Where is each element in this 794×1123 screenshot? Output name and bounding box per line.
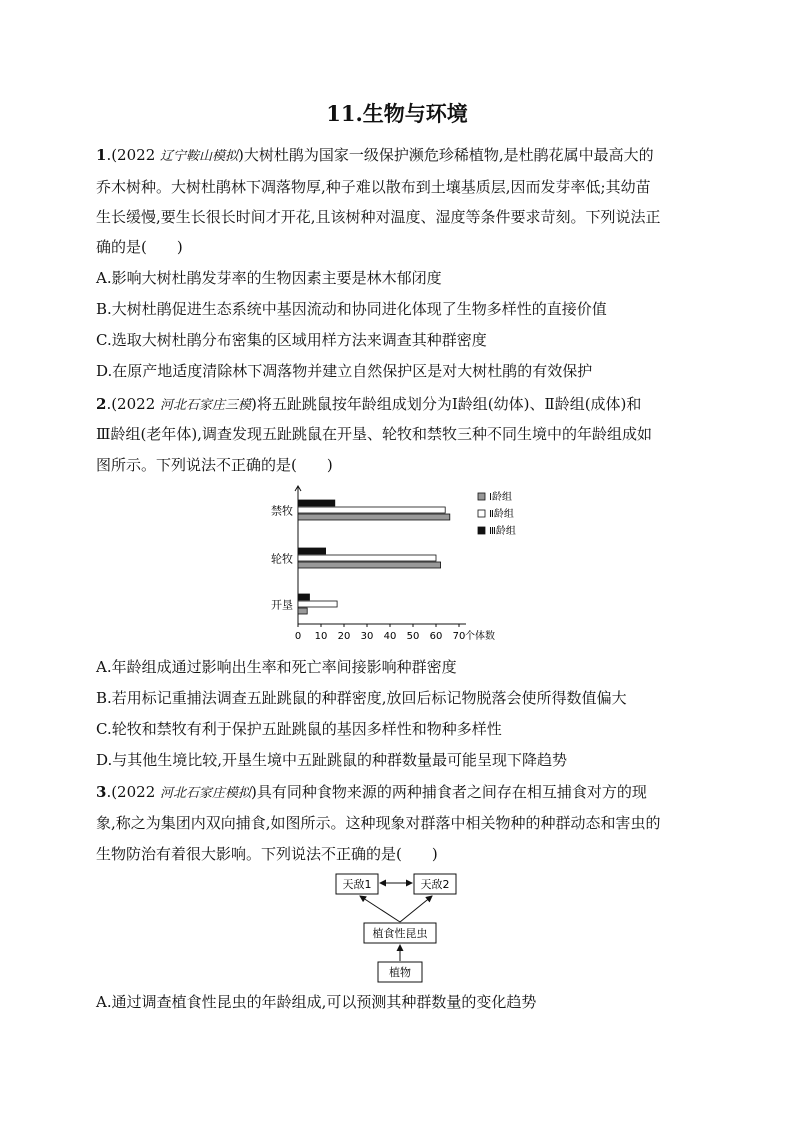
x-axis-label: 个体数 — [465, 631, 495, 642]
insect-to-enemy2-arrow — [400, 896, 432, 922]
q3-number: 3 — [96, 783, 107, 801]
legend-swatch — [478, 527, 485, 534]
q1-option-b: B.大树杜鹃促进生态系统中基因流动和协同进化体现了生物多样性的直接价值 — [96, 300, 607, 318]
q3-line-2: 象,称之为集团内双向捕食,如图所示。这种现象对群落中相关物种的种群动态和害虫的 — [96, 814, 661, 832]
bar-1-2 — [298, 562, 441, 568]
x-tick-label: 40 — [383, 631, 397, 642]
q2-line-3: 图所示。下列说法不正确的是( ) — [96, 456, 333, 474]
q3-option-a: A.通过调查植食性昆虫的年龄组成,可以预测其种群数量的变化趋势 — [96, 993, 537, 1011]
bar-1-1 — [298, 514, 450, 520]
x-tick-label: 70 — [452, 631, 466, 642]
q1-line-2: 乔木树种。大树杜鹃林下凋落物厚,种子难以散布到土壤基质层,因而发芽率低;其幼苗 — [96, 178, 651, 196]
q1-option-d: D.在原产地适度清除林下凋落物并建立自然保护区是对大树杜鹃的有效保护 — [96, 362, 593, 380]
food-web-diagram — [330, 868, 470, 986]
x-tick-label: 30 — [360, 631, 374, 642]
page-title: 11.生物与环境 — [326, 101, 468, 126]
enemy1-label: 天敌1 — [342, 878, 372, 891]
plant-label: 植物 — [389, 966, 411, 979]
bar-1-3 — [298, 608, 307, 614]
q1-line-1: 1.(2022 辽宁鞍山模拟)大树杜鹃为国家一级保护濒危珍稀植物,是杜鹃花属中最高大的 — [96, 146, 654, 164]
legend-label: Ⅰ龄组 — [489, 492, 512, 503]
bar-2-3 — [298, 601, 337, 607]
category-label: 开垦 — [271, 598, 293, 612]
enemy2-label: 天敌2 — [420, 878, 450, 891]
bar-2-2 — [298, 555, 436, 561]
q3-source: 河北石家庄模拟 — [160, 786, 252, 801]
bar-3-2 — [298, 548, 326, 554]
q1-source: 辽宁鞍山模拟 — [160, 149, 239, 164]
bar-3-1 — [298, 500, 335, 506]
x-tick-label: 10 — [314, 631, 328, 642]
age-structure-chart — [260, 482, 540, 652]
x-tick-label: 20 — [337, 631, 351, 642]
category-label: 轮牧 — [271, 552, 293, 566]
x-tick-label: 60 — [429, 631, 443, 642]
q1-line-3: 生长缓慢,要生长很长时间才开花,且该树种对温度、湿度等条件要求苛刻。下列说法正 — [96, 208, 661, 226]
q2-option-c: C.轮牧和禁牧有利于保护五趾跳鼠的基因多样性和物种多样性 — [96, 720, 502, 738]
q3-line-3: 生物防治有着很大影响。下列说法不正确的是( ) — [96, 845, 438, 863]
q2-number: 2 — [96, 395, 107, 413]
legend-label: Ⅱ龄组 — [489, 509, 514, 520]
x-tick-label: 0 — [294, 631, 302, 642]
legend-label: Ⅲ龄组 — [489, 526, 516, 537]
q2-option-d: D.与其他生境比较,开垦生境中五趾跳鼠的种群数量最可能呈现下降趋势 — [96, 751, 568, 769]
q2-line-2: Ⅲ龄组(老年体),调查发现五趾跳鼠在开垦、轮牧和禁牧三种不同生境中的年龄组成如 — [96, 425, 652, 443]
q1-line-4: 确的是( ) — [96, 238, 183, 256]
legend-swatch — [478, 510, 485, 517]
x-tick-label: 50 — [406, 631, 420, 642]
q2-line-1: 2.(2022 河北石家庄三模)将五趾跳鼠按年龄组成划分为Ⅰ龄组(幼体)、Ⅱ龄组(成体)和 — [96, 395, 642, 413]
insect-to-enemy1-arrow — [360, 896, 400, 922]
bar-3-3 — [298, 594, 310, 600]
q1-option-a: A.影响大树杜鹃发芽率的生物因素主要是林木郁闭度 — [96, 269, 442, 287]
category-label: 禁牧 — [271, 504, 293, 518]
q2-option-a: A.年龄组成通过影响出生率和死亡率间接影响种群密度 — [96, 658, 457, 676]
bar-2-1 — [298, 507, 445, 513]
legend-swatch — [478, 493, 485, 500]
q2-source: 河北石家庄三模 — [160, 398, 252, 413]
q2-option-b: B.若用标记重捕法调查五趾跳鼠的种群密度,放回后标记物脱落会使所得数值偏大 — [96, 689, 627, 707]
insect-label: 植食性昆虫 — [372, 927, 428, 940]
q3-line-1: 3.(2022 河北石家庄模拟)具有同种食物来源的两种捕食者之间存在相互捕食对方的现 — [96, 783, 647, 801]
q1-number: 1 — [96, 146, 107, 164]
q1-option-c: C.选取大树杜鹃分布密集的区域用样方法来调查其种群密度 — [96, 331, 487, 349]
